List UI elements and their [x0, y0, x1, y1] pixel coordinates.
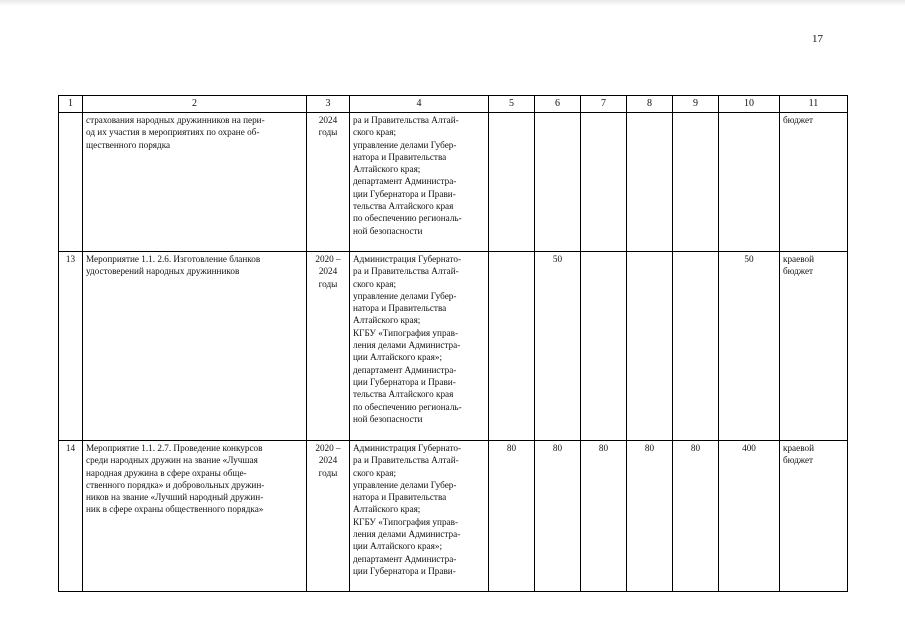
- column-number-cell: 6: [535, 96, 581, 113]
- row-number-cell: 13: [59, 252, 83, 441]
- column-number-cell: 4: [350, 96, 489, 113]
- value-cell-2023: [627, 113, 673, 252]
- table-row: [59, 252, 848, 441]
- value-cell-2020: [489, 252, 535, 441]
- funding-source-cell: краевой бюджет: [780, 252, 848, 441]
- value-cell-2023: 80: [627, 441, 673, 592]
- total-cell: 400: [719, 441, 780, 592]
- column-number-cell: 8: [627, 96, 673, 113]
- value-cell-2023: [627, 252, 673, 441]
- term-cell: 2024 годы: [307, 113, 350, 252]
- executors-cell: ра и Правительства Алтай- ского края; управление делами Губер- натора и Правительства Алтайского края; департамент Администра- ции Губернатора и Прави- тельства Алтайского края по обеспечению региональ- ной безопасности: [350, 113, 489, 252]
- total-cell: 50: [719, 252, 780, 441]
- column-number-cell: 1: [59, 96, 83, 113]
- term-cell: 2020 – 2024 годы: [307, 252, 350, 441]
- column-number-cell: 7: [581, 96, 627, 113]
- value-cell-2024: [673, 113, 719, 252]
- executors-cell: Администрация Губернато- ра и Правительства Алтай- ского края; управление делами Губер- натора и Правительства Алтайского края; КГБУ «Типография управ- ления делами Администра- ции Алтайского края»; департамент Администра- ции Губернатора и Прави-: [350, 441, 489, 592]
- activity-name-cell: Мероприятие 1.1. 2.6. Изготовление бланков удостоверений народных дружинников: [83, 252, 307, 441]
- column-number-cell: 9: [673, 96, 719, 113]
- table-row: [59, 441, 848, 592]
- value-cell-2021: [535, 113, 581, 252]
- column-number-cell: 11: [780, 96, 848, 113]
- page-number: 17: [812, 33, 823, 45]
- row-number-cell: [59, 113, 83, 252]
- value-cell-2024: 80: [673, 441, 719, 592]
- total-cell: [719, 113, 780, 252]
- scan-edge: [0, 0, 905, 6]
- column-number-cell: 2: [83, 96, 307, 113]
- row-number-cell: 14: [59, 441, 83, 592]
- value-cell-2021: 50: [535, 252, 581, 441]
- term-cell: 2020 – 2024 годы: [307, 441, 350, 592]
- program-table: [58, 95, 848, 592]
- activity-name-cell: Мероприятие 1.1. 2.7. Проведение конкурсов среди народных дружин на звание «Лучшая народная дружина в сфере охраны обще- ственного порядка» и добровольных дружин- ников на звание «Лучший народный дружин- ник в сфере охраны общественного порядка»: [83, 441, 307, 592]
- funding-source-cell: бюджет: [780, 113, 848, 252]
- value-cell-2020: 80: [489, 441, 535, 592]
- executors-cell: Администрация Губернато- ра и Правительства Алтай- ского края; управление делами Губер- натора и Правительства Алтайского края; КГБУ «Типография управ- ления делами Администра- ции Алтайского края»; департамент Администра- ции Губернатора и Прави- тельства Алтайского края по обеспечению региональ- ной безопасности: [350, 252, 489, 441]
- value-cell-2024: [673, 252, 719, 441]
- column-numbers-row: [59, 96, 848, 113]
- value-cell-2022: 80: [581, 441, 627, 592]
- value-cell-2022: [581, 252, 627, 441]
- value-cell-2020: [489, 113, 535, 252]
- value-cell-2021: 80: [535, 441, 581, 592]
- column-number-cell: 5: [489, 96, 535, 113]
- column-number-cell: 10: [719, 96, 780, 113]
- activity-name-cell: страхования народных дружинников на пери- од их участия в мероприятиях по охране об- щественного порядка: [83, 113, 307, 252]
- value-cell-2022: [581, 113, 627, 252]
- table-row: [59, 113, 848, 252]
- funding-source-cell: краевой бюджет: [780, 441, 848, 592]
- column-number-cell: 3: [307, 96, 350, 113]
